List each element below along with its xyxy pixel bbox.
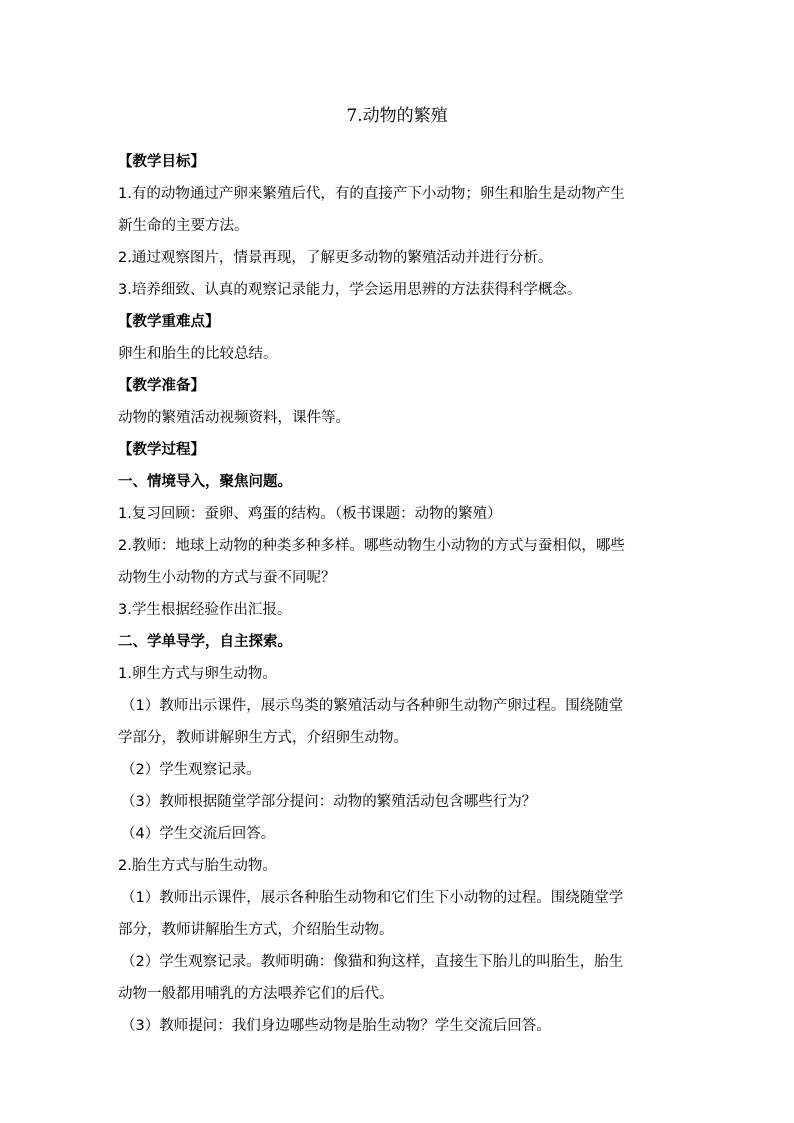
sub-item-line: （4）学生交流后回答。 — [121, 826, 276, 842]
body-text-line: 新生命的主要方法。 — [118, 218, 249, 234]
section-heading: 【教学过程】 — [118, 442, 205, 458]
body-text-line: 动物生小动物的方式与蚕不同呢？ — [118, 570, 336, 586]
body-text-line: 1.有的动物通过产卵来繁殖后代，有的直接产下小动物；卵生和胎生是动物产生 — [118, 186, 625, 202]
body-text-line: 部分，教师讲解胎生方式，介绍胎生动物。 — [118, 922, 394, 938]
document-title: 7.动物的繁殖 — [346, 106, 448, 126]
step-heading: 二、学单导学，自主探索。 — [118, 634, 292, 650]
sub-item-line: （1）教师出示课件，展示鸟类的繁殖活动与各种卵生动物产卵过程。围绕随堂 — [121, 698, 624, 714]
sub-item-line: （2）学生观察记录。教师明确：像猫和狗这样，直接生下胎儿的叫胎生，胎生 — [121, 954, 624, 970]
sub-item-line: （3）教师提问：我们身边哪些动物是胎生动物？学生交流后回答。 — [121, 1018, 551, 1034]
section-heading: 【教学准备】 — [118, 378, 205, 394]
body-text-line: 2.胎生方式与胎生动物。 — [118, 858, 277, 874]
section-heading: 【教学目标】 — [118, 154, 205, 170]
sub-item-line: （3）教师根据随堂学部分提问：动物的繁殖活动包含哪些行为？ — [121, 794, 537, 810]
body-text-line: 3.学生根据经验作出汇报。 — [118, 602, 292, 618]
sub-item-line: （1）教师出示课件，展示各种胎生动物和它们生下小动物的过程。围绕随堂学 — [121, 890, 624, 906]
body-text-line: 2.教师：地球上动物的种类多种多样。哪些动物生小动物的方式与蚕相似，哪些 — [118, 538, 625, 554]
body-text-line: 1.复习回顾：蚕卵、鸡蛋的结构。（板书课题：动物的繁殖） — [118, 506, 502, 522]
body-text-line: 1.卵生方式与卵生动物。 — [118, 666, 277, 682]
body-text-line: 动物的繁殖活动视频资料，课件等。 — [118, 410, 350, 426]
body-text-line: 学部分，教师讲解卵生方式，介绍卵生动物。 — [118, 730, 408, 746]
step-heading: 一、情境导入，聚焦问题。 — [118, 474, 292, 490]
body-text-line: 2.通过观察图片，情景再现，了解更多动物的繁殖活动并进行分析。 — [118, 250, 553, 266]
sub-item-line: （2）学生观察记录。 — [121, 762, 261, 778]
body-text-line: 3.培养细致、认真的观察记录能力，学会运用思辨的方法获得科学概念。 — [118, 282, 582, 298]
document-body — [118, 146, 678, 1042]
section-heading: 【教学重难点】 — [118, 314, 220, 330]
body-text-line: 动物一般都用哺乳的方法喂养它们的后代。 — [118, 986, 394, 1002]
body-text-line: 卵生和胎生的比较总结。 — [118, 346, 278, 362]
